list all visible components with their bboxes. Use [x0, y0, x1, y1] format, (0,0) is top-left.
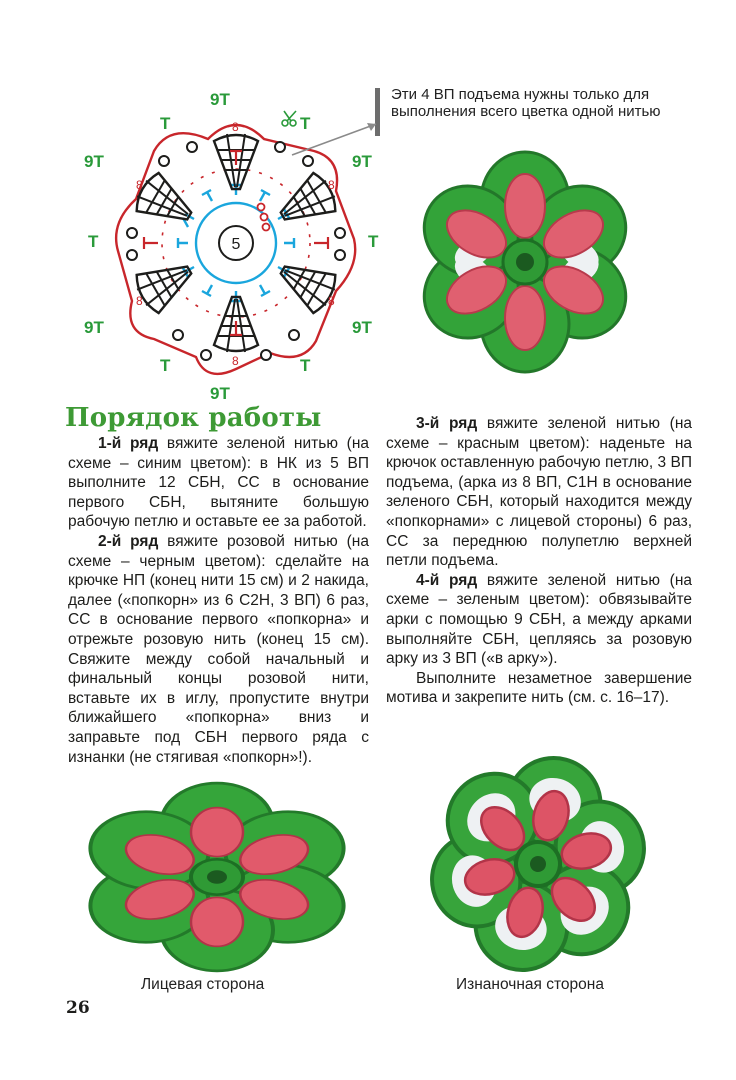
t-label-3: Т: [368, 232, 379, 251]
arc-number-2: 8: [328, 178, 335, 192]
finish-paragraph: Выполните незаметное завершение мотива и закрепите нить (см. с. 16–17).: [386, 669, 692, 707]
row-3-title: 3-й ряд: [416, 415, 478, 432]
caption-back: Изнаночная сторона: [456, 976, 604, 993]
row-2-title: 2-й ряд: [98, 532, 159, 550]
arc-label-top: 9Т: [210, 90, 230, 109]
row-4-paragraph: [386, 571, 692, 669]
row-1-paragraph: [68, 434, 369, 532]
page-heading: Порядок работы: [65, 403, 322, 433]
caption-front: Лицевая сторона: [141, 976, 265, 993]
t-label-4: Т: [88, 232, 99, 251]
t-label-5: Т: [160, 356, 171, 375]
crochet-diagram: [84, 86, 384, 403]
t-label-6: Т: [300, 356, 311, 375]
scissors-icon: [282, 111, 296, 126]
arc-number-5: 8: [136, 294, 143, 308]
arc-number-4: 8: [232, 354, 239, 368]
diagram-center-label: 5: [231, 236, 241, 253]
row-1-text: вяжите зеленой нитью (на схеме – синим цветом): в НК из 5 ВП выполните 12 СБН, СС в основание первого СБН, вытяните большую рабочую петлю и оставьте ее за работой.: [68, 435, 370, 531]
arc-number-3: 8: [328, 294, 335, 308]
instructions-left: [68, 434, 369, 767]
row-1-title: 1-й ряд: [98, 435, 159, 452]
t-label-2: Т: [300, 114, 311, 133]
row-4-text: вяжите зеленой нитью (на схеме – зеленым цветом): обвязывайте арки с помощью 9 СБН, а между арками выполняйте СБН, цепляясь за розовую арку из 3 ВП («в арку»).: [386, 571, 693, 668]
arc-label-top-left: 9Т: [84, 152, 104, 171]
arc-label-bottom-right: 9Т: [352, 318, 372, 337]
page-number: 26: [66, 998, 90, 1018]
instructions-right: [386, 414, 692, 708]
arc-label-top-right: 9Т: [352, 152, 372, 171]
arc-number-6: 8: [136, 178, 143, 192]
arc-label-bottom-left: 9Т: [84, 318, 104, 337]
row-2-text: вяжите розовой нитью (на схеме – черным цветом): сделайте на крючке НП (конец нити 15 см) и 2 накида, далее («попкорн» из 6 С2Н, 3 ВП) 6 раз, СС в основание первого «попкорна» и отрежьте розовую нить (конец 15 см). Свяжите между собой начальный и финальный концы розовой нити, вставьте их в иглу, пропустите внутри ближайшего «попкорна» вниз и заправьте под СБН первого ряда с изнанки (не стягивая «попкорн»!).: [68, 532, 369, 766]
arc-number-1: 8: [232, 120, 239, 134]
flower-photo-top: [410, 153, 640, 371]
diagram-note: Эти 4 ВП подъема нужны только для выполнения всего цветка одной нитью: [391, 86, 661, 120]
row-2-paragraph: [68, 532, 369, 767]
t-label-1: Т: [160, 114, 171, 133]
flower-photo-back: [420, 758, 656, 970]
row-4-title: 4-й ряд: [416, 571, 478, 589]
row-3-paragraph: [386, 414, 692, 571]
flower-photo-front: [95, 783, 340, 968]
row-3-text: вяжите зеленой нитью (на схеме – красным цветом): наденьте на крючок оставленную рабочую петлю, 3 ВП подъема, (арка из 8 ВП, С1Н в основание зеленого СБН, который находится между «попкорнами» с лицевой стороны) 6 раз, СС за переднюю полупетлю верхней петли подъема.: [386, 415, 693, 570]
arc-label-bottom: 9Т: [210, 384, 230, 403]
